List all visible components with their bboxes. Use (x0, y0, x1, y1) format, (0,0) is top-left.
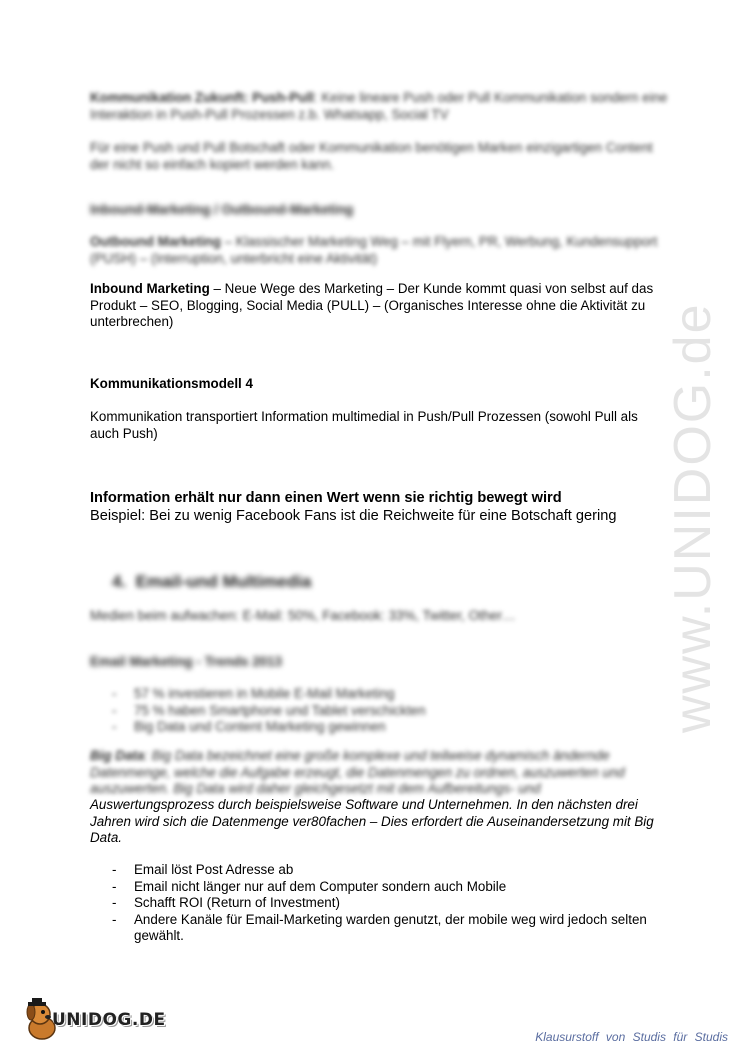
inbound-paragraph (90, 281, 670, 331)
watermark (663, 175, 750, 733)
watermark-text: www.UNIDOG.de (664, 302, 722, 733)
list-item (90, 703, 670, 720)
bullet-dash: - (112, 911, 117, 927)
bullet-dash: - (112, 719, 117, 735)
list-item (90, 912, 670, 945)
model-text: Kommunikation transportiert Information multimedial in Push/Pull Prozessen (sowohl Pull als auch Push) (90, 409, 638, 441)
trends-heading: Email Marketing - Trends 2013 (90, 654, 283, 669)
trend-text: 57 % investieren in Mobile E-Mail Marketing (134, 686, 395, 701)
bigdata-blurred-text: : Big Data bezeichnet eine große komplexe und teilweise dynamisch ändernde Datenmenge, welche die Aufgabe erzeugt, die Datenmengen zu ordnen, auszuwerten und auszuwerten. Big Data wird daher gleichgesetzt mit dem Aufbereitungs- und (90, 748, 625, 797)
bullet-text: Andere Kanäle für Email-Marketing warden genutzt, der mobile weg wird jedoch selten gewählt. (134, 911, 647, 944)
outbound-text: – Klassischer Marketing Weg – mit Flyern, PR, Werbung, Kundensupport (PUSH) – (Interruption, unterbricht eine Aktivität) (90, 234, 658, 266)
push-pull-text: : Keine lineare Push oder Pull Kommunikation sondern eine Interaktion in Push-Pull Prozessen z.b. Whatsapp, Social TV (90, 90, 668, 122)
media-usage-line (90, 608, 670, 625)
bigdata-term: Big Data (90, 748, 145, 763)
trends-heading-block (90, 654, 670, 671)
email-bullets (90, 862, 670, 945)
section-title: Email-und Multimedia (135, 572, 312, 591)
inbound-text: – Neue Wege des Marketing – Der Kunde kommt quasi von selbst auf das Produkt – SEO, Blogging, Social Media (PULL) – (Organisches Interesse ohne die Aktivität zu unterbrechen) (90, 281, 654, 330)
list-item (90, 879, 670, 896)
trends-list (90, 686, 670, 736)
blurred-paragraph-content (90, 140, 670, 173)
model-paragraph (90, 409, 670, 442)
list-item (90, 686, 670, 703)
blurred-paragraph-push-pull (90, 90, 670, 123)
footer-logo[interactable] (22, 990, 182, 1050)
logo-text: UNIDOG.DE (52, 1010, 166, 1030)
section-number: 4. (112, 572, 127, 591)
information-example: Beispiel: Bei zu wenig Facebook Fans ist die Reichweite für eine Botschaft gering (90, 508, 617, 524)
bigdata-paragraph (90, 797, 670, 847)
bullet-text: Email löst Post Adresse ab (134, 862, 294, 877)
footer-tagline: Klausurstoff von Studis für Studis (535, 1030, 728, 1044)
model-heading-block (90, 376, 670, 393)
bullet-text: Schafft ROI (Return of Investment) (134, 895, 340, 911)
bigdata-blurred (90, 748, 670, 798)
inbound-outbound-heading: Inbound-Marketing / Outbound-Marketing (90, 202, 354, 217)
inbound-term: Inbound Marketing (90, 281, 210, 296)
bullet-dash: - (112, 878, 117, 894)
outbound-term: Outbound Marketing (90, 234, 221, 249)
list-item (90, 862, 670, 879)
section-4-heading (112, 572, 311, 592)
blurred-paragraph-outbound (90, 234, 670, 267)
information-block (90, 489, 680, 525)
trend-text: 75 % haben Smartphone und Tablet verschickten (134, 702, 426, 718)
information-statement: Information erhält nur dann einen Wert wenn sie richtig bewegt wird (90, 490, 562, 506)
model-heading: Kommunikationsmodell 4 (90, 376, 253, 391)
bullet-text: Email nicht länger nur auf dem Computer sondern auch Mobile (134, 878, 507, 894)
blurred-heading-inbound-outbound (90, 202, 670, 219)
push-pull-term: Kommunikation Zukunft: Push-Pull (90, 90, 314, 105)
bullet-dash: - (112, 686, 117, 701)
bullet-dash: - (112, 895, 117, 911)
bullet-dash: - (112, 862, 117, 877)
content-text: Für eine Push und Pull Botschaft oder Kommunikation benötigen Marken einzigartigen Content der nicht so einfach kopiert werden kann. (90, 140, 653, 172)
bullet-dash: - (112, 702, 117, 718)
trend-text: Big Data und Content Marketing gewinnen (134, 719, 386, 735)
list-item (90, 895, 670, 912)
media-usage-text: Medien beim aufwachen: E-Mail: 50%, Facebook: 33%, Twitter, Other… (90, 608, 516, 623)
list-item (90, 719, 670, 736)
bigdata-text: Auswertungsprozess durch beispielsweise Software und Unternehmen. In den nächsten drei Jahren wird sich die Datenmenge ver80fachen – Dies erfordert die Auseinandersetzung mit Big Data. (90, 797, 654, 846)
